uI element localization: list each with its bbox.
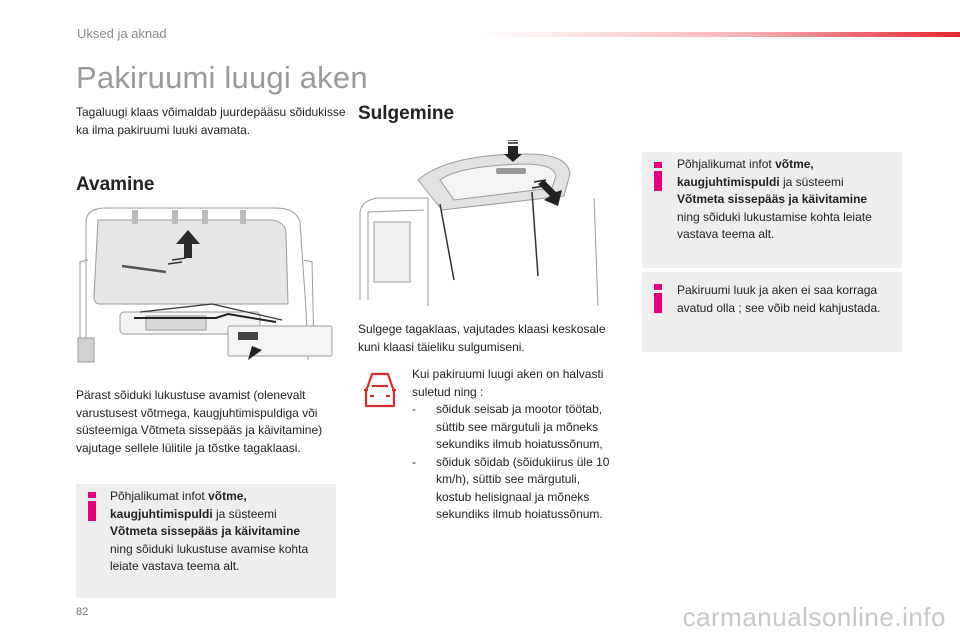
page-title: Pakiruumi luugi aken	[76, 60, 368, 95]
info-icon	[88, 492, 96, 521]
closing-illustration	[358, 140, 620, 308]
keys-info-text: Põhjalikumat infot võtme, kaugjuhtimispuldi ja süsteemi Võtmeta sissepääs ja käivitamine ning sõiduki lukustamise kohta leiate vastava teema alt.	[677, 157, 872, 241]
damage-note-text: Pakiruumi luuk ja aken ei saa korraga avatud olla ; see võib neid kahjustada.	[677, 283, 881, 315]
damage-note-box	[642, 272, 902, 352]
intro-text: Tagaluugi klaas võimaldab juurdepääsu sõidukisse ka ilma pakiruumi luuki avamata.	[76, 105, 346, 137]
info-icon	[654, 284, 662, 313]
opening-heading: Avamine	[76, 174, 155, 195]
opening-info-box	[76, 484, 336, 598]
opening-text: Pärast sõiduki lukustuse avamist (olenevalt varustusest võtmega, kaugjuhtimispuldiga või süsteemiga Võtmeta sissepääs ja käivitamine) vajutage sellele lülitile ja tõstke tagaklaasi.	[76, 388, 323, 455]
warning-item: - sõiduk sõidab (sõidukiirus üle 10 km/h), süttib see märgutuli, kostub helisignaal ja mõneks sekundiks ilmub hoiatussõnum.	[412, 454, 610, 521]
section-header: Uksed ja aknad	[77, 26, 167, 41]
keys-info-box	[642, 152, 902, 268]
warning-item: - sõiduk seisab ja mootor töötab, süttib see märgutuli ja mõneks sekundiks ilmub hoiatussõnum,	[412, 402, 603, 451]
opening-info-text: Põhjalikumat infot võtme, kaugjuhtimispuldi ja süsteemi Võtmeta sissepääs ja käivitamine ning sõiduki lukustuse avamise kohta leiate vastava teema alt.	[110, 489, 309, 573]
warning-text	[412, 366, 618, 524]
opening-illustration	[76, 200, 338, 370]
closing-heading: Sulgemine	[358, 103, 455, 124]
info-icon	[654, 162, 662, 191]
header-accent-bar	[480, 32, 960, 37]
page-number: 82	[76, 606, 89, 618]
warning-intro: Kui pakiruumi luugi aken on halvasti suletud ning :	[412, 367, 604, 399]
watermark: carmanualsonline.info	[682, 602, 946, 632]
warning-car-icon	[362, 370, 398, 412]
closing-text: Sulgege tagaklaas, vajutades klaasi keskosale kuni klaasi täieliku sulgumiseni.	[358, 322, 606, 354]
